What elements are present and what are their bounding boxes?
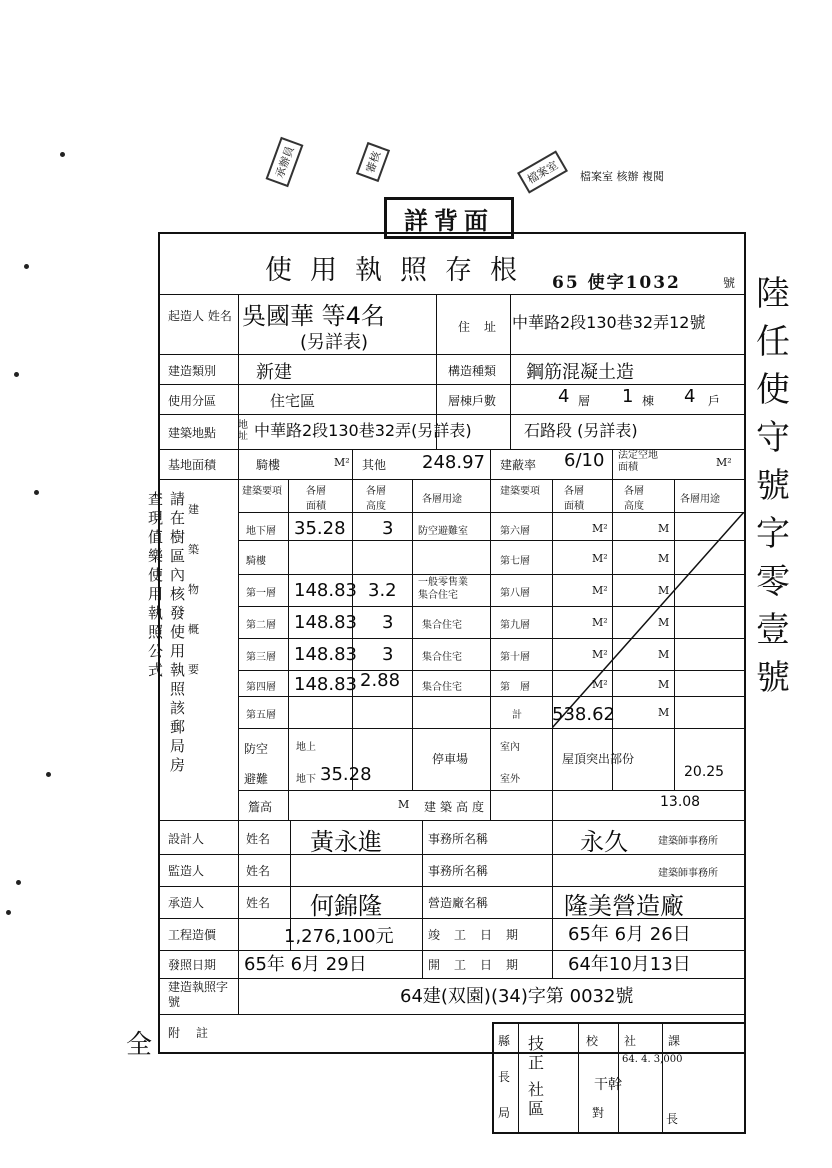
site-value-2: 石路段 (另詳表) (524, 421, 638, 440)
eave-unit: M (398, 798, 410, 811)
approval-label-7: 長 (498, 1070, 511, 1084)
designer-office-label: 事務所名稱 (428, 832, 489, 846)
floor-left-5-name: 第四層 (246, 682, 276, 693)
floor-left-5-height: 2.88 (360, 670, 401, 691)
designer-office-suffix: 建築師事務所 (658, 836, 718, 847)
floor-left-5-area: 148.83 (294, 674, 357, 695)
designated-open-label: 法定空地面積 (618, 450, 658, 473)
approval-stamp-1: 承辦員 (266, 137, 304, 187)
permit-form (158, 232, 746, 1054)
parking-label: 停車場 (432, 752, 469, 766)
unit-r0: M² (592, 522, 608, 535)
contractor-name-label: 姓名 (246, 896, 271, 910)
supervisor-name-label: 姓名 (246, 864, 271, 878)
floor-left-2-area: 148.83 (294, 580, 357, 601)
address-label: 住址 (458, 320, 511, 334)
site-sublabel: 地址 (238, 420, 248, 442)
floor-left-2-name: 第一層 (246, 588, 276, 599)
col-header-5: 建築要項 (500, 486, 540, 497)
floor-left-4-name: 第三層 (246, 652, 276, 663)
floor-left-4-area: 148.83 (294, 644, 357, 665)
supervisor-label: 監造人 (168, 864, 205, 878)
floor-left-3-area: 148.83 (294, 612, 357, 633)
designer-name-label: 姓名 (246, 832, 271, 846)
floor-right-3: 第九層 (500, 620, 530, 631)
designer-label: 設計人 (168, 832, 205, 846)
approval-label-5: 社 (624, 1034, 637, 1048)
col-header-4: 各層用途 (422, 494, 462, 505)
col-header-7: 各層高度 (624, 486, 644, 512)
unit-r3-m: M (658, 616, 670, 629)
structure-label: 構造種類 (448, 364, 497, 378)
floors-value-2: 1 (622, 386, 634, 407)
floors-value-3: 4 (684, 386, 696, 407)
left-margin-col1: 查現值樂使用執照公式 (148, 490, 164, 679)
floor-left-4-use: 集合住宅 (422, 652, 462, 663)
coverage-value: 6/10 (564, 450, 605, 471)
floors-unit-3: 戶 (708, 394, 721, 408)
floor-left-6-name: 第五層 (246, 710, 276, 721)
air-raid-label: 防空避難 (244, 742, 269, 786)
floor-left-3-use: 集合住宅 (422, 620, 462, 631)
floor-left-4-height: 3 (382, 644, 394, 665)
arcade-label: 騎樓 (256, 458, 281, 472)
base-area-label: 基地面積 (168, 458, 217, 472)
floor-left-2-height: 3.2 (368, 580, 397, 601)
owner-value: 吳國華 等4名 (242, 302, 385, 330)
right-margin-text: 陸任使守號字零壹號 (756, 274, 790, 698)
approval-label-1: 校 (586, 1034, 599, 1048)
form-title: 使用執照存根 (265, 255, 535, 286)
owner-label: 起造人 姓名 (168, 309, 232, 323)
col-header-8: 各層用途 (680, 494, 720, 505)
owner-value-2: (另詳表) (300, 332, 369, 353)
approval-stamp-3: 檔案室 (517, 150, 568, 193)
site-label: 建築地點 (168, 426, 217, 440)
floors-label: 層棟戶數 (448, 394, 497, 408)
outdoor-label: 室外 (500, 774, 520, 785)
issue-value: 65年 6月 29日 (244, 954, 367, 975)
floor-right-1: 第七層 (500, 556, 530, 567)
total-area: 538.62 (552, 704, 615, 725)
floor-right-6: 計 (512, 710, 522, 721)
supervisor-office-label: 事務所名稱 (428, 864, 489, 878)
unit-r0-m: M (658, 522, 670, 535)
zoning-value: 住宅區 (270, 392, 316, 410)
other-value: 248.97 (422, 452, 485, 473)
eave-label: 簷高 (248, 800, 273, 814)
approval-text-4: 64. 4. 3,000 (622, 1054, 683, 1065)
below-label: 地下 (296, 774, 316, 785)
approval-box (492, 1022, 746, 1134)
completion-value: 65年 6月 26日 (568, 924, 691, 945)
doc-number-suffix: 號 (723, 276, 736, 290)
floor-left-0-use: 防空避難室 (418, 526, 468, 537)
site-value: 中華路2段130巷32弄(另詳表) (254, 421, 472, 440)
approval-text-1: 技正 (528, 1034, 545, 1072)
col-header-3: 各層高度 (366, 486, 386, 512)
supervisor-office-suffix: 建築師事務所 (658, 868, 718, 879)
approval-text-2: 社區 (528, 1080, 545, 1118)
remarks-label: 附註 (168, 1026, 225, 1040)
unit-r5: M² (592, 678, 608, 691)
left-margin-col3: 建築物概要 (188, 503, 199, 676)
floors-unit-1: 層 (578, 394, 591, 408)
unit-r2: M² (592, 584, 608, 597)
other-label: 其他 (362, 458, 387, 472)
completion-label: 竣工日期 (428, 928, 533, 942)
floor-left-0-name: 地下層 (246, 526, 276, 537)
floor-left-0-area: 35.28 (294, 518, 346, 539)
doc-number: 65 使字1032 (552, 273, 681, 293)
permit-value: 64建(双園)(34)字第 0032號 (400, 986, 634, 1007)
designer-office: 永久 (580, 828, 628, 856)
start-label: 開工日期 (428, 958, 533, 972)
approval-label-4: 局 (498, 1106, 511, 1120)
cost-value: 1,276,100元 (284, 926, 394, 947)
unit-r4-m: M (658, 648, 670, 661)
top-right-stamp: 檔案室 核辦 複閱 (580, 170, 664, 183)
col-header-2: 各層面積 (306, 486, 326, 512)
floor-left-3-height: 3 (382, 612, 394, 633)
approval-stamp-2: 審核 (356, 142, 390, 182)
designer-name: 黃永進 (310, 828, 382, 856)
unit-r1-m: M (658, 552, 670, 565)
contractor-name: 何錦隆 (310, 892, 382, 920)
issue-label: 發照日期 (168, 958, 217, 972)
banner-see-reverse: 詳背面 (384, 197, 514, 239)
address-value: 中華路2段130巷32弄12號 (512, 313, 706, 332)
floor-left-3-name: 第二層 (246, 620, 276, 631)
contractor-factory: 隆美營造廠 (564, 892, 684, 920)
roof-value: 20.25 (684, 764, 725, 780)
col-header-6: 各層面積 (564, 486, 584, 512)
roof-label: 屋頂突出部份 (562, 752, 635, 766)
permit-label: 建造執照字號 (168, 980, 229, 1009)
unit-r5-m: M (658, 678, 670, 691)
cost-label: 工程造價 (168, 928, 217, 942)
floor-left-5-use: 集合住宅 (422, 682, 462, 693)
approval-label-2: 對 (592, 1106, 605, 1120)
designated-open-unit: M² (716, 456, 732, 469)
zoning-label: 使用分區 (168, 394, 217, 408)
floor-left-1-name: 騎樓 (246, 556, 266, 567)
contractor-label: 承造人 (168, 896, 205, 910)
floors-value-1: 4 (558, 386, 570, 407)
unit-r2-m: M (658, 584, 670, 597)
floors-unit-2: 棟 (642, 394, 655, 408)
floor-right-4: 第十層 (500, 652, 530, 663)
above-label: 地上 (296, 742, 316, 753)
building-height-label: 建築高度 (424, 800, 489, 814)
approval-label-6: 課 (668, 1034, 681, 1048)
approval-label-0: 縣 (498, 1034, 511, 1048)
start-value: 64年10月13日 (568, 954, 691, 975)
approval-label-3: 長 (666, 1112, 679, 1126)
floor-right-5: 第 層 (500, 682, 530, 693)
floor-left-2-use: 一般零售業 集合住宅 (418, 577, 468, 601)
strike-diagonal (552, 512, 744, 728)
unit-r3: M² (592, 616, 608, 629)
left-margin-bottom: 全 (126, 1030, 153, 1060)
approval-text-3: 干幹 (594, 1077, 622, 1093)
coverage-label: 建蔽率 (500, 458, 537, 472)
floor-left-0-height: 3 (382, 518, 394, 539)
unit-r1: M² (592, 552, 608, 565)
building-height-value: 13.08 (660, 794, 701, 810)
unit-r6-m: M (658, 706, 670, 719)
indoor-label: 室內 (500, 742, 520, 753)
contractor-factory-label: 營造廠名稱 (428, 896, 489, 910)
unit-r4: M² (592, 648, 608, 661)
col-header-1: 建築要項 (242, 486, 282, 497)
arcade-unit: M² (334, 456, 350, 469)
floor-right-0: 第六層 (500, 526, 530, 537)
building-type-label: 建造類別 (168, 364, 217, 378)
below-value: 35.28 (320, 764, 372, 785)
left-margin-col2: 請在樹區內核發使用執照該郵局房 (170, 490, 186, 774)
building-type-value: 新建 (256, 362, 292, 383)
structure-value: 鋼筋混凝土造 (526, 362, 634, 383)
floor-right-2: 第八層 (500, 588, 530, 599)
